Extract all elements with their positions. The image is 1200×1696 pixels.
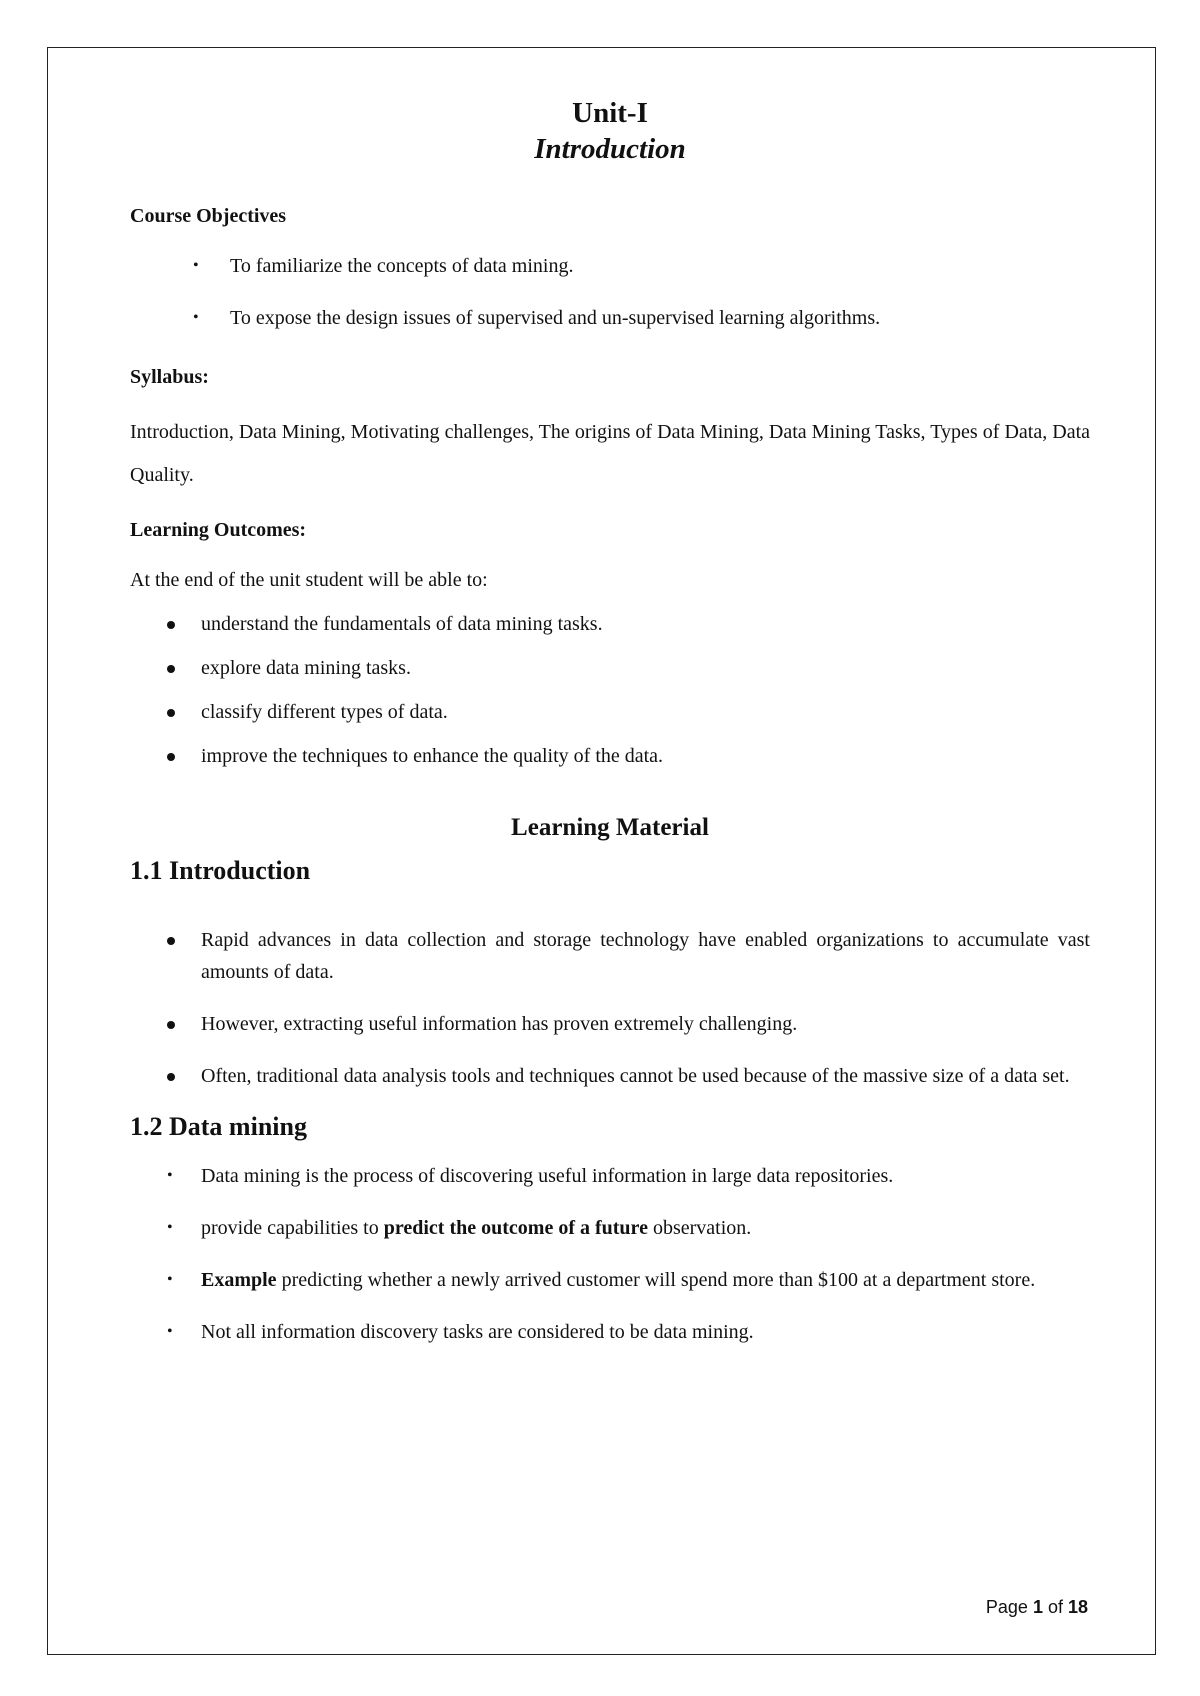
learning-outcomes-heading: Learning Outcomes:	[130, 519, 307, 541]
bullet-icon: •	[167, 1271, 173, 1288]
emphasis-text: Example	[201, 1269, 277, 1291]
bullet-icon	[167, 1021, 175, 1029]
bullet-icon: •	[193, 309, 199, 326]
list-item: • Data mining is the process of discovering useful information in large data repositories.	[130, 1160, 1090, 1192]
page-content	[130, 95, 1090, 1368]
section-1-1-list	[130, 924, 1090, 1092]
section-1-2-heading: 1.2 Data mining	[130, 1112, 307, 1141]
list-item: • Not all information discovery tasks are considered to be data mining.	[130, 1316, 1090, 1348]
course-objectives-list	[130, 254, 1090, 330]
unit-subtitle: Introduction	[534, 133, 686, 165]
list-item: classify different types of data.	[130, 700, 1090, 724]
course-objectives-heading: Course Objectives	[130, 205, 287, 227]
list-item: understand the fundamentals of data mining tasks.	[130, 612, 1090, 636]
section-1-2-list	[130, 1160, 1090, 1348]
syllabus-text: Introduction, Data Mining, Motivating challenges, The origins of Data Mining, Data Mining Tasks, Types of Data, Data Quality.	[130, 421, 1090, 486]
bullet-icon	[167, 1073, 175, 1081]
learning-outcomes-list	[130, 612, 1090, 768]
list-item: However, extracting useful information has proven extremely challenging.	[130, 1008, 1090, 1040]
emphasis-text: predict the outcome of a future	[383, 1217, 648, 1239]
list-item: • To familiarize the concepts of data mining.	[193, 255, 574, 277]
bullet-icon: •	[167, 1323, 173, 1340]
list-item: Often, traditional data analysis tools and techniques cannot be used because of the massive size of a data set.	[130, 1060, 1090, 1092]
list-item: • To expose the design issues of supervised and un-supervised learning algorithms.	[193, 307, 881, 329]
list-item: Rapid advances in data collection and storage technology have enabled organizations to accumulate vast amounts of data.	[130, 924, 1090, 988]
list-item: explore data mining tasks.	[130, 656, 1090, 680]
list-item: improve the techniques to enhance the quality of the data.	[130, 744, 1090, 768]
list-item: • Example predicting whether a newly arrived customer will spend more than $100 at a department store.	[130, 1264, 1090, 1296]
bullet-icon: •	[167, 1167, 173, 1184]
list-item: • provide capabilities to predict the outcome of a future observation.	[130, 1212, 1090, 1244]
syllabus-heading: Syllabus:	[130, 366, 209, 388]
unit-title: Unit-I	[572, 97, 648, 129]
bullet-icon	[167, 621, 175, 629]
section-1-1-heading: 1.1 Introduction	[130, 856, 311, 885]
bullet-icon	[167, 753, 175, 761]
bullet-icon: •	[193, 257, 199, 274]
page-number: Page 1 of 18	[985, 1597, 1088, 1617]
bullet-icon	[167, 937, 175, 945]
bullet-icon	[167, 709, 175, 717]
learning-material-heading: Learning Material	[511, 814, 709, 841]
bullet-icon: •	[167, 1219, 173, 1236]
learning-outcomes-intro: At the end of the unit student will be able to:	[130, 569, 488, 591]
bullet-icon	[167, 665, 175, 673]
